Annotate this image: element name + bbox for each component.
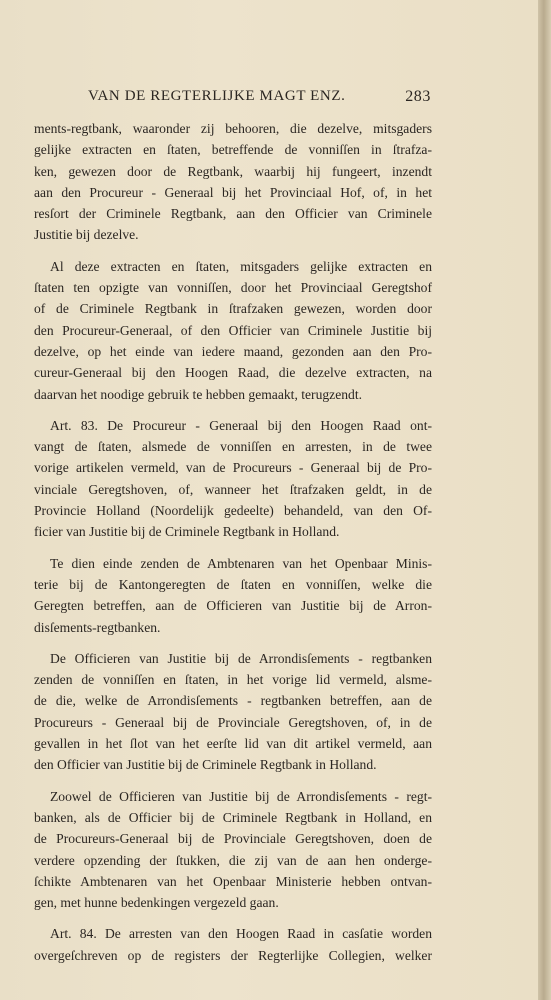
text-line: gevallen in het ſlot van het eerſte lid van dit artikel vermeld, aan <box>34 736 432 752</box>
text-line: gen, met hunne bedenkingen vergezeld gaan. <box>34 895 279 911</box>
text-line: vorige artikelen vermeld, van de Procureurs - Generaal bij de Pro- <box>34 460 432 476</box>
text-line: terie bij de Kantongeregten de ſtaten en vonniſſen, welke die <box>34 576 432 592</box>
text-line: ſchikte Ambtenaren van het Openbaar Ministerie hebben ontvan- <box>34 873 432 889</box>
text-line: dezelve, op het einde van iedere maand, gezonden aan den Pro- <box>34 343 432 359</box>
text-line: zenden de vonniſſen en ſtaten, in het vorige lid vermeld, alsme- <box>34 672 432 688</box>
running-head: VAN DE REGTERLIJKE MAGT ENZ. <box>88 88 346 104</box>
text-line: Te dien einde zenden de Ambtenaren van het Openbaar Minis- <box>50 555 432 571</box>
text-line: Provincie Holland (Noordelijk gedeelte) behandeld, van den Of- <box>34 503 432 519</box>
text-line: Art. 83. De Procureur - Generaal bij den Hoogen Raad ont- <box>50 417 432 433</box>
page-header <box>88 86 431 112</box>
text-line: verdere opzending der ſtukken, die zij van de aan hen onderge- <box>34 852 432 868</box>
paragraph-article-83 <box>34 415 432 543</box>
text-line: resſort der Criminele Regtbank, aan den Officier van Criminele <box>34 206 432 222</box>
text-line: ments-regtbank, waaronder zij behooren, die dezelve, mitsgaders <box>34 121 432 136</box>
text-line: overgeſchreven op de registers der Regterlijke Collegien, welker <box>34 947 432 963</box>
text-line: Procureurs - Generaal bij de Provinciale Geregtshoven, of, in de <box>34 714 432 730</box>
text-line: cureur-Generaal bij den Hoogen Raad, die dezelve extracten, na <box>34 365 432 381</box>
page-number: 283 <box>405 88 431 105</box>
text-line: Al deze extracten en ſtaten, mitsgaders gelijke extracten en <box>50 258 432 274</box>
text-line: ſtaten ten opzigte van vonniſſen, door het Provinciaal Geregtshof <box>34 280 432 296</box>
text-line: Justitie bij dezelve. <box>34 227 139 243</box>
text-line: de die, welke de Arrondisſements - regtbanken betreffen, aan de <box>34 693 432 709</box>
body-text <box>34 118 432 966</box>
paragraph-4 <box>34 553 432 638</box>
text-line: Geregten betreffen, aan de Officieren van Justitie bij de Arron- <box>34 598 432 614</box>
paragraph-6 <box>34 786 432 914</box>
paragraph-5 <box>34 648 432 776</box>
text-line: Zoowel de Officieren van Justitie bij de Arrondisſements - regt- <box>50 788 432 804</box>
text-line: ficier van Justitie bij de Criminele Regtbank in Holland. <box>34 524 340 540</box>
text-line: den Procureur-Generaal, of den Officier van Criminele Justitie bij <box>34 322 432 338</box>
text-line: ken, gewezen door de Regtbank, waarbij hij fungeert, inzendt <box>34 163 432 179</box>
text-line: disſements-regtbanken. <box>34 619 161 635</box>
text-line: vinciale Geregtshoven, of, wanneer het ſtrafzaken geldt, in de <box>34 481 432 497</box>
paragraph-article-84 <box>34 923 432 966</box>
text-line: den Officier van Justitie bij de Criminele Regtbank in Holland. <box>34 757 377 773</box>
text-line: De Officieren van Justitie bij de Arrondisſements - regtbanken <box>50 650 432 666</box>
text-line: banken, als de Officier bij de Criminele Regtbank in Holland, en <box>34 809 432 825</box>
text-line: vangt de ſtaten, alsmede de vonniſſen en arresten, in de twee <box>34 439 432 455</box>
text-line: daarvan het noodige gebruik te hebben gemaakt, terugzendt. <box>34 386 363 402</box>
paragraph-1 <box>34 118 432 246</box>
text-line: Art. 84. De arresten van den Hoogen Raad in casſatie worden <box>50 926 432 942</box>
text-line: gelijke extracten en ſtaten, betreffende de vonniſſen in ſtrafza- <box>34 142 432 158</box>
text-line: de Procureurs-Generaal bij de Provinciale Geregtshoven, doen de <box>34 831 432 847</box>
text-line: of de Criminele Regtbank in ſtrafzaken gewezen, worden door <box>34 301 432 317</box>
page-edge <box>538 0 551 1000</box>
text-line: aan den Procureur - Generaal bij het Provinciaal Hof, of, in het <box>34 184 432 200</box>
paragraph-2 <box>34 256 432 405</box>
